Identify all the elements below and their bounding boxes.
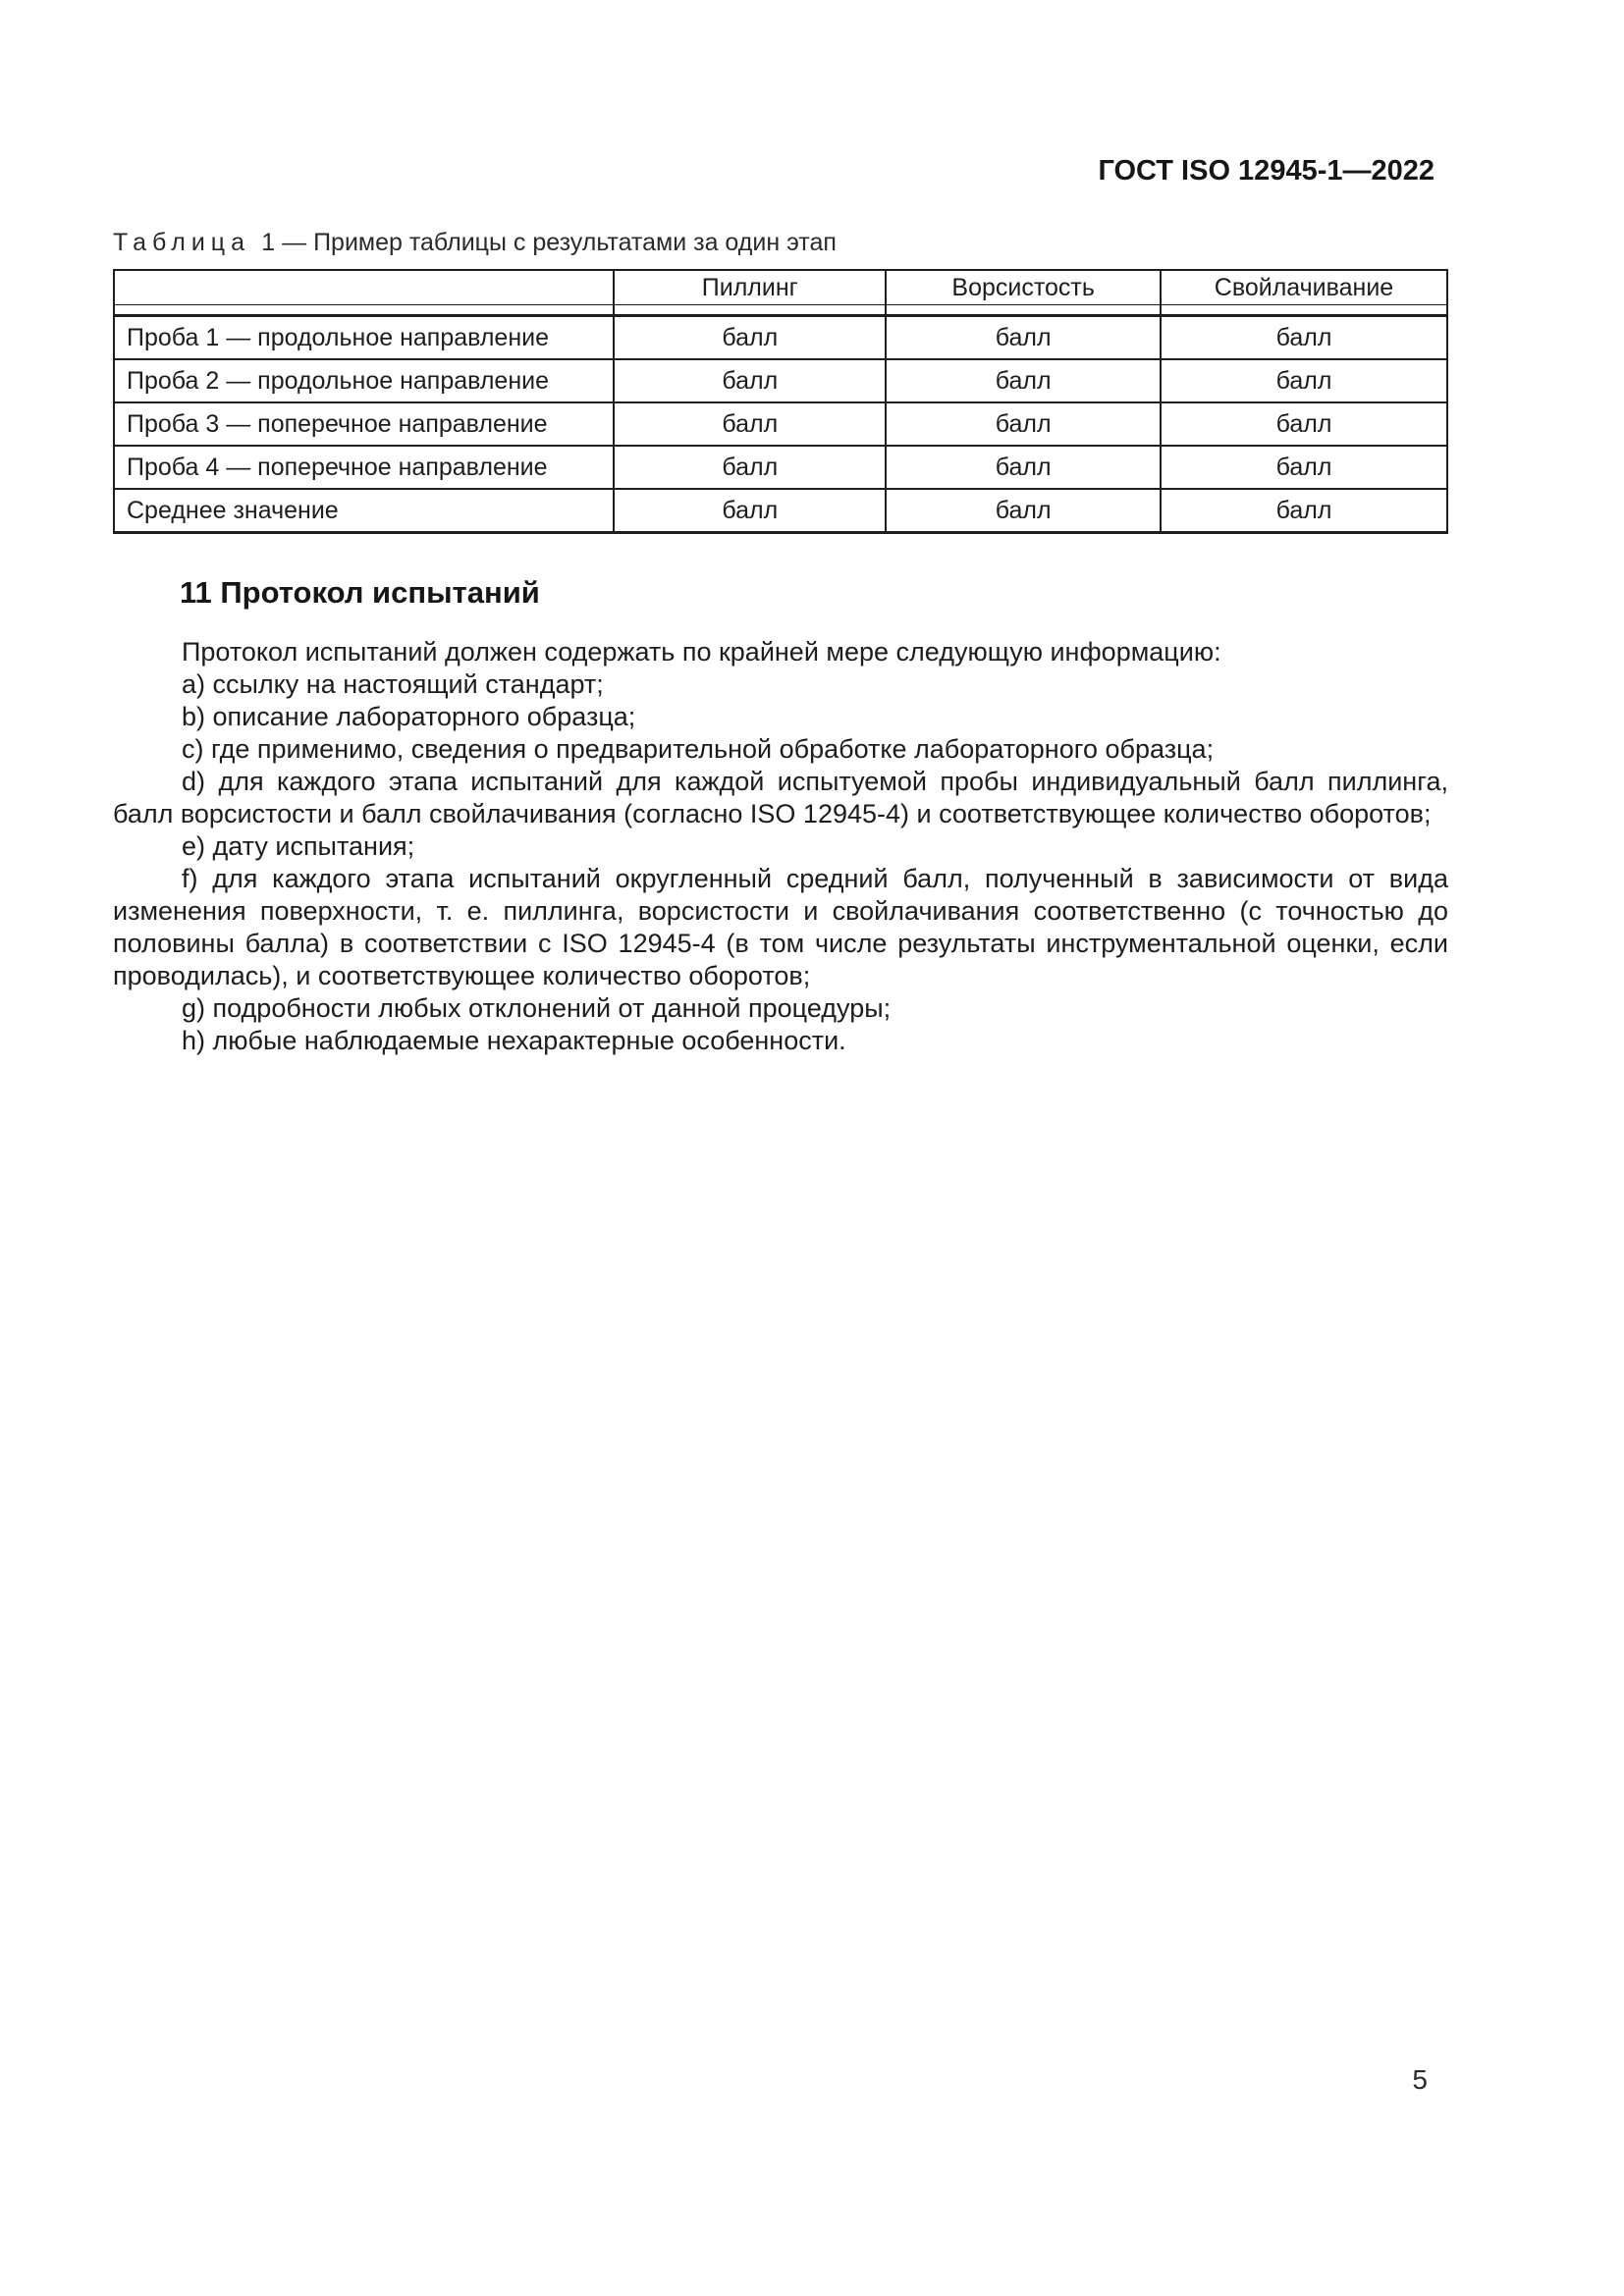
row-label-cell: Проба 3 — поперечное направление bbox=[114, 402, 614, 446]
paragraph-intro: Протокол испытаний должен содержать по крайней мере следующую информацию: bbox=[182, 637, 1221, 667]
list-item-e: e) дату испытания; bbox=[182, 831, 415, 861]
header-double-rule bbox=[114, 305, 1447, 316]
table-caption-text: 1 — Пример таблицы с результатами за один этап bbox=[261, 229, 837, 256]
table-caption bbox=[113, 229, 1448, 257]
list-item-f: f) для каждого этапа испытаний округленный средний балл, полученный в зависимости от вида изменения поверхности, т. е. пиллинга, ворсистости и свойлачивания соответственно (с точностью до половины балла) в соответствии с ISO 12945-4 (в том числе результаты инструментальной оценки, если проводилась), и соответствующее количество оборотов; bbox=[113, 864, 1448, 990]
score-cell: балл bbox=[1161, 316, 1447, 360]
score-cell: балл bbox=[1161, 446, 1447, 489]
doc-code-header: ГОСТ ISO 12945-1—2022 bbox=[1098, 155, 1435, 187]
table-row bbox=[114, 402, 1447, 446]
score-cell: балл bbox=[1161, 402, 1447, 446]
row-label-cell: Проба 1 — продольное направление bbox=[114, 316, 614, 360]
table-header-fuzzing: Ворсистость bbox=[886, 270, 1161, 305]
table-row bbox=[114, 489, 1447, 533]
page-number: 5 bbox=[1412, 2064, 1428, 2095]
list-item-b: b) описание лабораторного образца; bbox=[182, 702, 636, 731]
list-item-g: g) подробности любых отклонений от данной процедуры; bbox=[182, 993, 892, 1023]
table-row bbox=[114, 316, 1447, 360]
table-row bbox=[114, 446, 1447, 489]
protocol-paragraphs bbox=[113, 636, 1448, 1057]
table-header-pilling: Пиллинг bbox=[614, 270, 886, 305]
score-cell: балл bbox=[886, 446, 1161, 489]
results-table bbox=[113, 269, 1448, 534]
score-cell: балл bbox=[614, 359, 886, 402]
table-row bbox=[114, 359, 1447, 402]
score-cell: балл bbox=[886, 316, 1161, 360]
row-label-cell: Проба 2 — продольное направление bbox=[114, 359, 614, 402]
score-cell: балл bbox=[886, 489, 1161, 533]
table-header-matting: Свойлачивание bbox=[1161, 270, 1447, 305]
table-header-row bbox=[114, 270, 1447, 305]
list-item-c: c) где применимо, сведения о предварительной обработке лабораторного образца; bbox=[182, 734, 1215, 764]
score-cell: балл bbox=[886, 359, 1161, 402]
score-cell: балл bbox=[1161, 489, 1447, 533]
list-item-h: h) любые наблюдаемые нехарактерные особенности. bbox=[182, 1026, 846, 1055]
score-cell: балл bbox=[614, 402, 886, 446]
score-cell: балл bbox=[1161, 359, 1447, 402]
table-caption-label: Таблица bbox=[113, 229, 251, 256]
content-block bbox=[113, 0, 1448, 1057]
score-cell: балл bbox=[614, 489, 886, 533]
list-item-a: a) ссылку на настоящий стандарт; bbox=[182, 669, 604, 699]
score-cell: балл bbox=[886, 402, 1161, 446]
row-label-cell: Проба 4 — поперечное направление bbox=[114, 446, 614, 489]
list-item-d: d) для каждого этапа испытаний для каждой испытуемой пробы индивидуальный балл пиллинга, балл ворсистости и балл свойлачивания (согласно ISO 12945-4) и соответствующее количество оборотов; bbox=[113, 767, 1448, 828]
score-cell: балл bbox=[614, 316, 886, 360]
section-heading: 11 Протокол испытаний bbox=[180, 575, 540, 610]
table-header-empty bbox=[114, 270, 614, 305]
row-label-cell: Среднее значение bbox=[114, 489, 614, 533]
score-cell: балл bbox=[614, 446, 886, 489]
